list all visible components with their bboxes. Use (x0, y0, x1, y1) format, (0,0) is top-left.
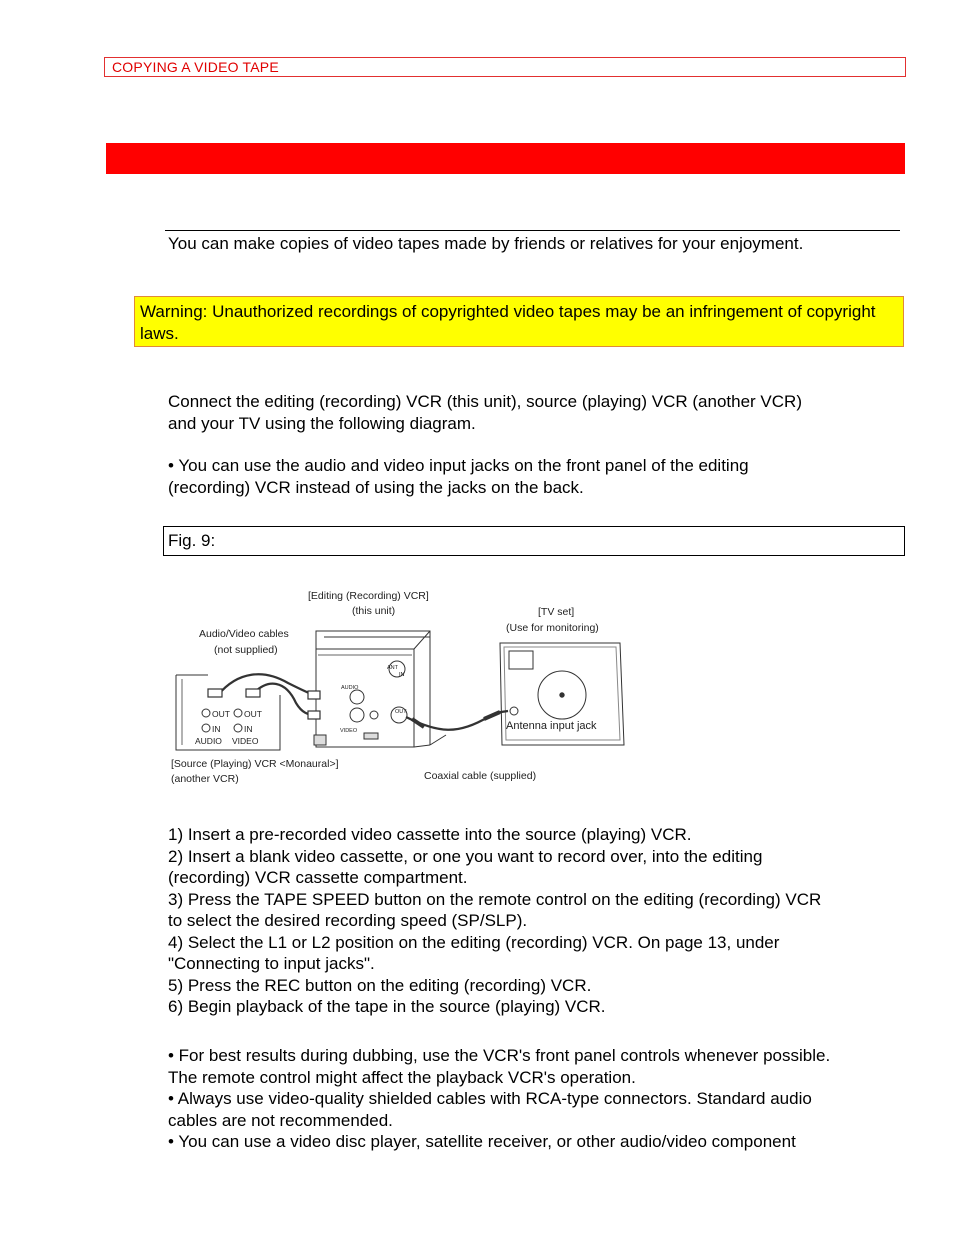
connection-diagram (168, 585, 628, 790)
coaxial-cable-label: Coaxial cable (supplied) (424, 770, 537, 782)
source-vcr-label: [Source (Playing) VCR <Monaural>] (171, 758, 339, 770)
source-in-label-1: IN (212, 724, 221, 734)
figure-caption: Fig. 9: (168, 531, 216, 550)
title-bar (106, 143, 905, 174)
source-audio-label: AUDIO (195, 736, 222, 746)
source-out-label-2: OUT (244, 709, 262, 719)
ant-in-label-2: IN (399, 672, 405, 678)
front-jacks-note: • You can use the audio and video input jacks on the front panel of the editing (recording) VCR instead of using the jacks on the back. (168, 456, 749, 497)
intro-text: You can make copies of video tapes made by friends or relatives for your enjoyment. (168, 234, 804, 253)
warning-box (134, 296, 904, 347)
section-header (104, 57, 906, 77)
out-jack-label: OUT (395, 709, 407, 715)
steps-list: 1) Insert a pre-recorded video cassette into the source (playing) VCR. 2) Insert a blank video cassette, or one you want to record over, into the editing (recording) VCR cassette compartment. 3) Press the TAPE SPEED button on the remote control on the editing (recording) VCR to select the desired recording speed (SP/SLP). 4) Select the L1 or L2 position on the editing (recording) VCR. On page 13, under "Connecting to input jacks". 5) Press the REC button on the editing (recording) VCR. 6) Begin playback of the tape in the source (playing) VCR. (168, 825, 822, 1016)
coaxial-cable (406, 711, 508, 745)
tv-use-label: (Use for monitoring) (506, 622, 599, 634)
divider-rule (165, 230, 900, 231)
source-out-label-1: OUT (212, 709, 230, 719)
av-cables-label: Audio/Video cables (199, 628, 289, 640)
source-in-label-2: IN (244, 724, 253, 734)
this-unit-label: (this unit) (352, 605, 396, 617)
warning-text: Warning: Unauthorized recordings of copyrighted video tapes may be an infringement of copyright laws. (140, 302, 876, 343)
editing-vcr-illustration (314, 631, 430, 747)
video-jack-label: VIDEO (340, 728, 358, 734)
tips-list: • For best results during dubbing, use the VCR's front panel controls whenever possible. The remote control might affect the playback VCR's operation. • Always use video-quality shielded cables with RCA-type connectors. Standard audio cables are not recommended. • You can use a video disc player, satellite receiver, or other audio/video component (168, 1046, 831, 1151)
not-supplied-label: (not supplied) (214, 644, 278, 656)
section-title: COPYING A VIDEO TAPE (112, 59, 279, 75)
ant-in-label-1: ANT (387, 665, 398, 671)
audio-jack-label: AUDIO (341, 685, 359, 691)
another-vcr-label: (another VCR) (171, 773, 239, 785)
editing-vcr-label: [Editing (Recording) VCR] (308, 590, 429, 602)
antenna-jack-label: Antenna input jack (506, 720, 597, 732)
connect-instructions: Connect the editing (recording) VCR (this unit), source (playing) VCR (another VCR) and your TV using the following diagram. (168, 392, 802, 433)
figure-caption-box (163, 526, 905, 556)
source-video-label: VIDEO (232, 736, 259, 746)
tv-set-label: [TV set] (538, 606, 575, 618)
